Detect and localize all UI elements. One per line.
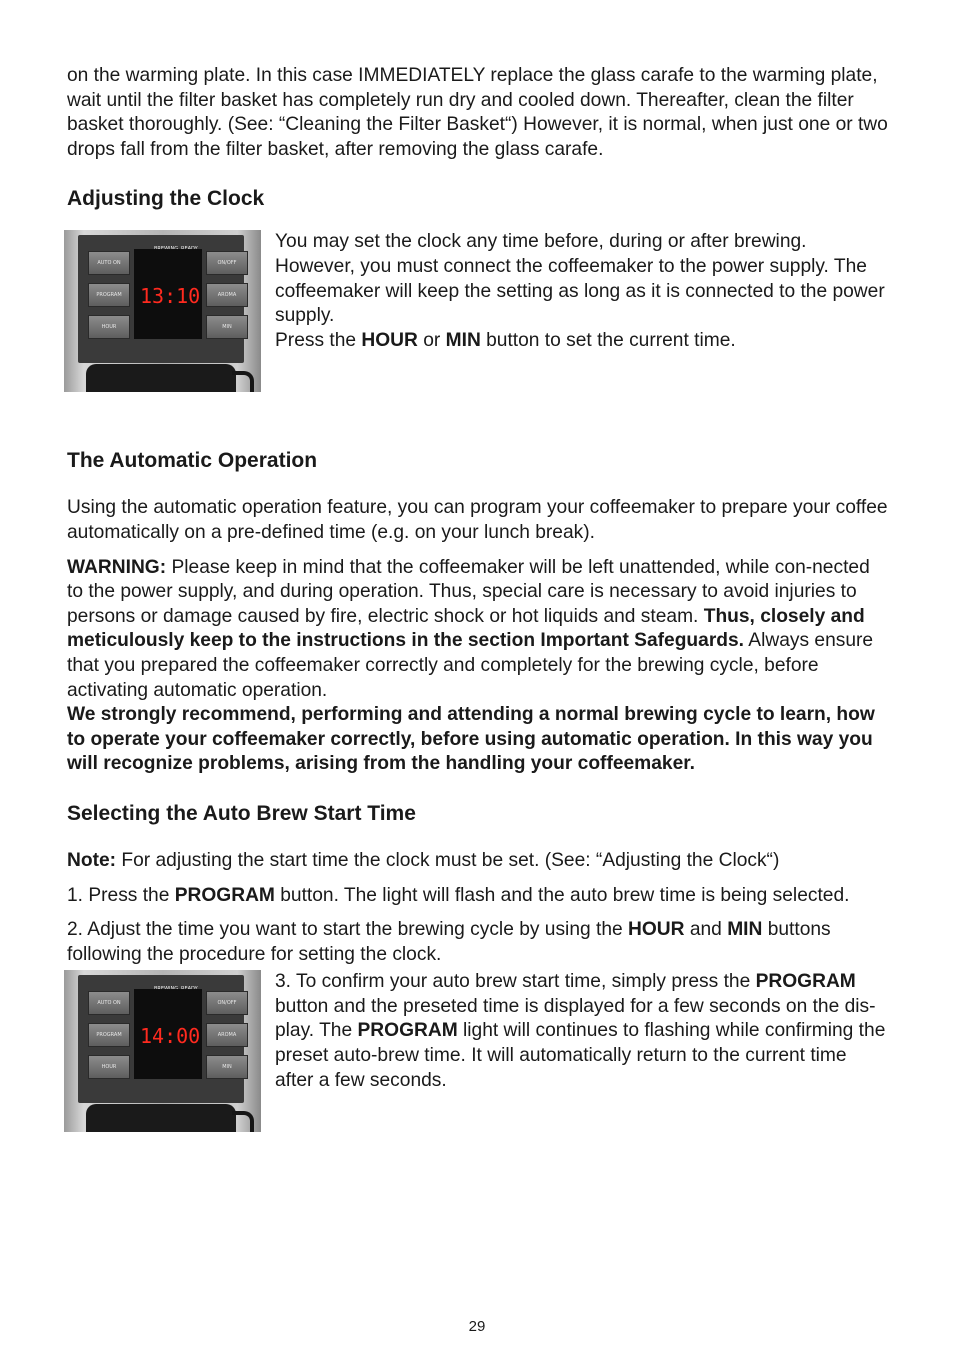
carafe-handle <box>232 1111 254 1132</box>
manual-page <box>67 64 889 1135</box>
hour-button: HOUR <box>88 1055 130 1079</box>
coffeemaker-panel-image-clock <box>64 230 261 392</box>
hour-keyword: HOUR <box>361 329 418 351</box>
warning-label: WARNING: <box>67 556 167 578</box>
warning-paragraph: WARNING: Please keep in mind that the coffeemaker will be left unattended, while con-nected to the power supply, and during operation. Thus, special care is necessary to avoid injuries to persons or damage caused by fire, electric shock or hot liquids and steam. Thus, closely and meticulously keep to the instructions in the section Important Safeguards. Always ensure that you prepared the coffeemaker correctly and completely for the brewing cycle, before activating automatic operation. <box>67 556 874 701</box>
aroma-button: AROMA <box>206 1023 248 1047</box>
note-label: Note: <box>67 849 117 871</box>
aroma-button: AROMA <box>206 283 248 307</box>
warning-bold-text: Thus, closely and meticulously keep to the instructions in the section Important Safeguards. <box>67 605 865 652</box>
heading-automatic-operation: The Automatic Operation <box>67 449 318 473</box>
control-panel <box>78 975 244 1103</box>
auto-on-button: AUTO ON <box>88 251 130 275</box>
min-keyword: MIN <box>445 329 481 351</box>
coffeemaker-panel-image-program <box>64 970 261 1132</box>
program-keyword: PROGRAM <box>755 971 856 993</box>
page-number: 29 <box>468 1318 486 1335</box>
carafe <box>86 364 236 392</box>
program-display-time: 14:00 <box>140 1024 201 1049</box>
note-paragraph: Note: For adjusting the start time the clock must be set. (See: “Adjusting the Clock“) <box>67 849 780 871</box>
auto-brew-section <box>64 970 889 1135</box>
min-keyword: MIN <box>727 919 763 941</box>
auto-on-button: AUTO ON <box>88 991 130 1015</box>
control-panel <box>78 235 244 363</box>
carafe <box>86 1104 236 1132</box>
min-button: MIN <box>206 315 248 339</box>
carafe-handle <box>232 371 254 392</box>
min-button: MIN <box>206 1055 248 1079</box>
on-off-button: ON/OFF <box>206 251 248 275</box>
program-keyword: PROGRAM <box>357 1020 458 1042</box>
on-off-button: ON/OFF <box>206 991 248 1015</box>
program-keyword: PROGRAM <box>174 884 275 906</box>
program-button: PROGRAM <box>88 1023 130 1047</box>
auto-paragraph: Using the automatic operation feature, you can program your coffeemaker to prepare your coffee automatically on a pre-defined time (e.g. on your lunch break). <box>67 497 888 543</box>
clock-paragraph-1: You may set the clock any time before, during or after brewing. However, you must connect the coffeemaker to the power supply. The coffeemaker will keep the setting as long as it is connected to the power supply. <box>275 231 885 327</box>
step-1: 1. Press the PROGRAM button. The light will flash and the auto brew time is being selected. <box>67 884 850 906</box>
program-button: PROGRAM <box>88 283 130 307</box>
step-3: 3. To confirm your auto brew start time, simply press the PROGRAM button and the preseted time is displayed for a few seconds on the dis-play. The PROGRAM light will continues to flashing while confirming the preset auto-brew time. It will automatically return to the current time after a few seconds. <box>275 971 886 1091</box>
step-2: 2. Adjust the time you want to start the brewing cycle by using the HOUR and MIN buttons following the procedure for setting the clock. <box>67 919 831 965</box>
hour-button: HOUR <box>88 315 130 339</box>
clock-display-time: 13:10 <box>140 284 201 309</box>
recommend-paragraph: We strongly recommend, performing and attending a normal brewing cycle to learn, how to operate your coffeemaker correctly, before using automatic operation. In this way you will recognize problems, arising from the handling your coffeemaker. <box>67 704 875 775</box>
hour-keyword: HOUR <box>628 919 685 941</box>
clock-section <box>64 230 889 410</box>
clock-paragraph-2: Press the HOUR or MIN button to set the current time. <box>275 329 736 351</box>
heading-adjusting-clock: Adjusting the Clock <box>67 187 265 211</box>
intro-paragraph: on the warming plate. In this case IMMEDIATELY replace the glass carafe to the warming plate, wait until the filter basket has completely run dry and cooled down. Thereafter, clean the filter basket thoroughly. (See: “Cleaning the Filter Basket“) However, it is normal, when just one or two drops fall from the filter basket, after removing the glass carafe. <box>67 65 888 160</box>
heading-auto-brew-start: Selecting the Auto Brew Start Time <box>67 801 416 825</box>
